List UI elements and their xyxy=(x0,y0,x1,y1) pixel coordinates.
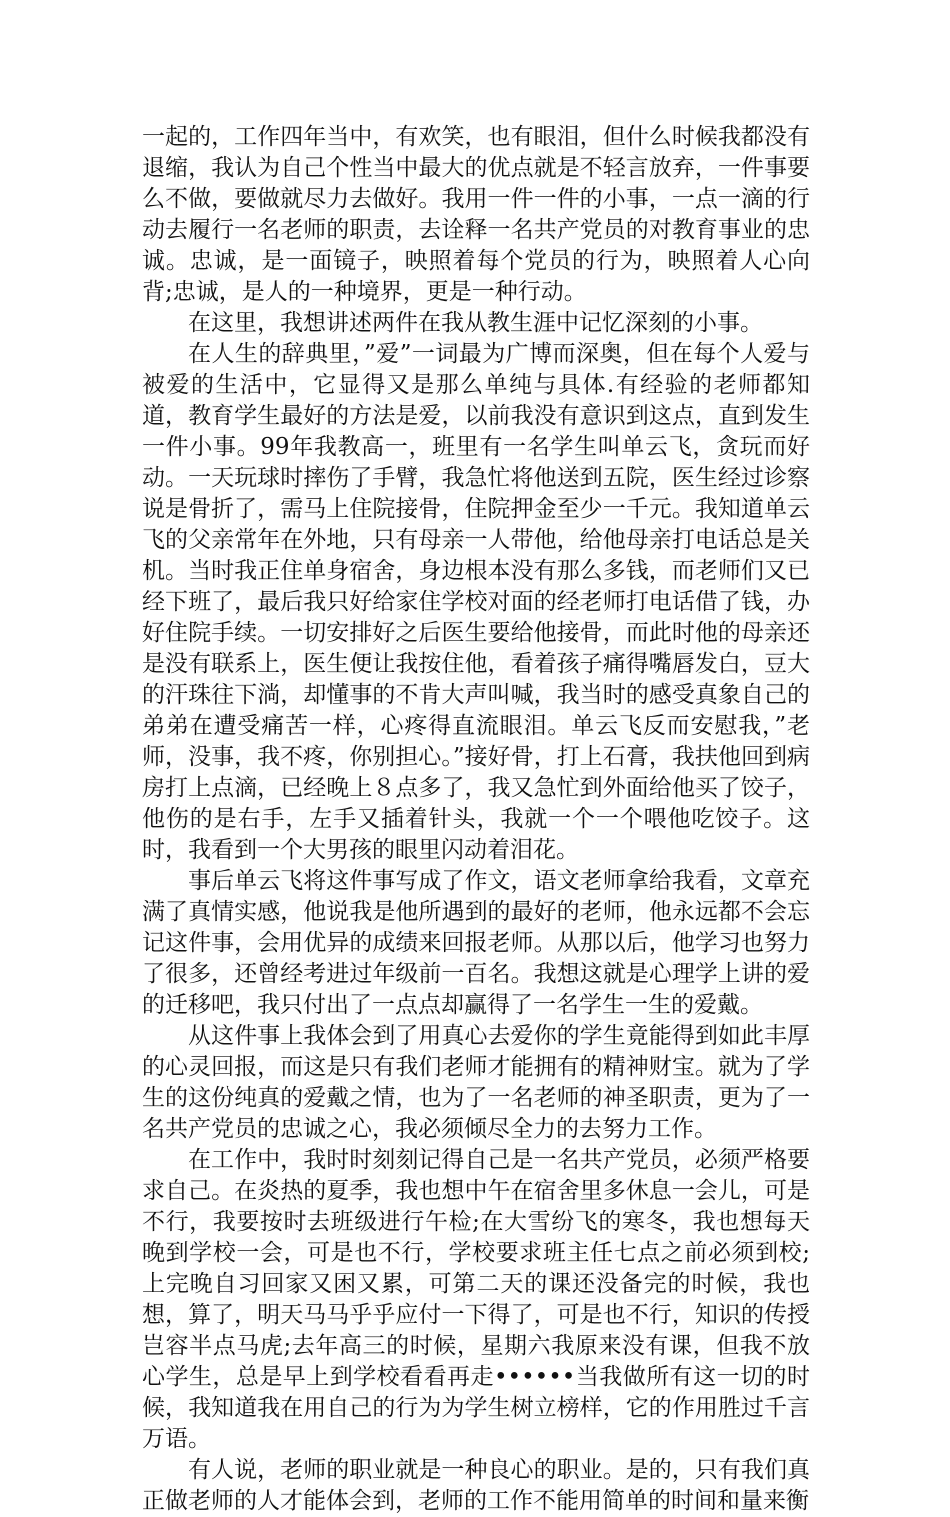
document-body xyxy=(142,122,810,1517)
paragraph-7: 有人说，老师的职业就是一种良心的职业。是的，只有我们真正做老师的人才能体会到，老师的工作不能用简单的时间和量来衡 xyxy=(142,1457,810,1514)
paragraph-6: 在工作中，我时时刻刻记得自己是一名共产党员，必须严格要求自己。在炎热的夏季，我也想中午在宿舍里多休息一会儿，可是不行，我要按时去班级进行午检;在大雪纷飞的寒冬，我也想每天晚到学校一会，可是也不行，学校要求班主任七点之前必须到校;上完晚自习回家又困又累，可第二天的课还没备完的时候，我也想，算了，明天马马乎乎应付一下得了，可是也不行，知识的传授岂容半点马虎;去年高三的时候，星期六我原来没有课，但我不放心学生，总是早上到学校看看再走••••••当我做所有这一切的时候，我知道我在用自己的行为为学生树立榜样，它的作用胜过千言万语。 xyxy=(142,1147,810,1452)
paragraph-5: 从这件事上我体会到了用真心去爱你的学生竟能得到如此丰厚的心灵回报，而这是只有我们老师才能拥有的精神财宝。就为了学生的这份纯真的爱戴之情，也为了一名老师的神圣职责，更为了一名共产党员的忠诚之心，我必须倾尽全力的去努力工作。 xyxy=(142,1023,810,1142)
paragraph-2: 在这里，我想讲述两件在我从教生涯中记忆深刻的小事。 xyxy=(188,310,763,336)
paragraph-3: 在人生的辞典里，”爱”一词最为广博而深奥，但在每个人爱与被爱的生活中，它显得又是那么单纯与具体.有经验的老师都知道，教育学生最好的方法是爱，以前我没有意识到这点，直到发生一件小事。99年我教高一，班里有一名学生叫单云飞，贪玩而好动。一天玩球时摔伤了手臂，我急忙将他送到五院，医生经过诊察说是骨折了，需马上住院接骨，住院押金至少一千元。我知道单云飞的父亲常年在外地，只有母亲一人带他，给他母亲打电话总是关机。当时我正住单身宿舍，身边根本没有那么多钱，而老师们又已经下班了，最后我只好给家住学校对面的经老师打电话借了钱，办好住院手续。一切安排好之后医生要给他接骨，而此时他的母亲还是没有联系上，医生便让我按住他，看着孩子痛得嘴唇发白，豆大的汗珠往下淌，却懂事的不肯大声叫喊，我当时的感受真象自己的弟弟在遭受痛苦一样，心疼得直流眼泪。单云飞反而安慰我，”老师，没事，我不疼，你别担心。”接好骨，打上石膏，我扶他回到病房打上点滴，已经晚上８点多了，我又急忙到外面给他买了饺子，他伤的是右手，左手又插着针头，我就一个一个喂他吃饺子。这时，我看到一个大男孩的眼里闪动着泪花。 xyxy=(142,341,810,863)
paragraph-4: 事后单云飞将这件事写成了作文，语文老师拿给我看，文章充满了真情实感，他说我是他所遇到的最好的老师，他永远都不会忘记这件事，会用优异的成绩来回报老师。从那以后，他学习也努力了很多，还曾经考进过年级前一百名。我想这就是心理学上讲的爱的迁移吧，我只付出了一点点却赢得了一名学生一生的爱戴。 xyxy=(142,868,810,1018)
paragraph-1: 一起的，工作四年当中，有欢笑，也有眼泪，但什么时候我都没有退缩，我认为自己个性当中最大的优点就是不轻言放弃，一件事要么不做，要做就尽力去做好。我用一件一件的小事，一点一滴的行动去履行一名老师的职责，去诠释一名共产党员的对教育事业的忠诚。忠诚，是一面镜子，映照着每个党员的行为，映照着人心向背;忠诚，是人的一种境界，更是一种行动。 xyxy=(142,124,810,305)
